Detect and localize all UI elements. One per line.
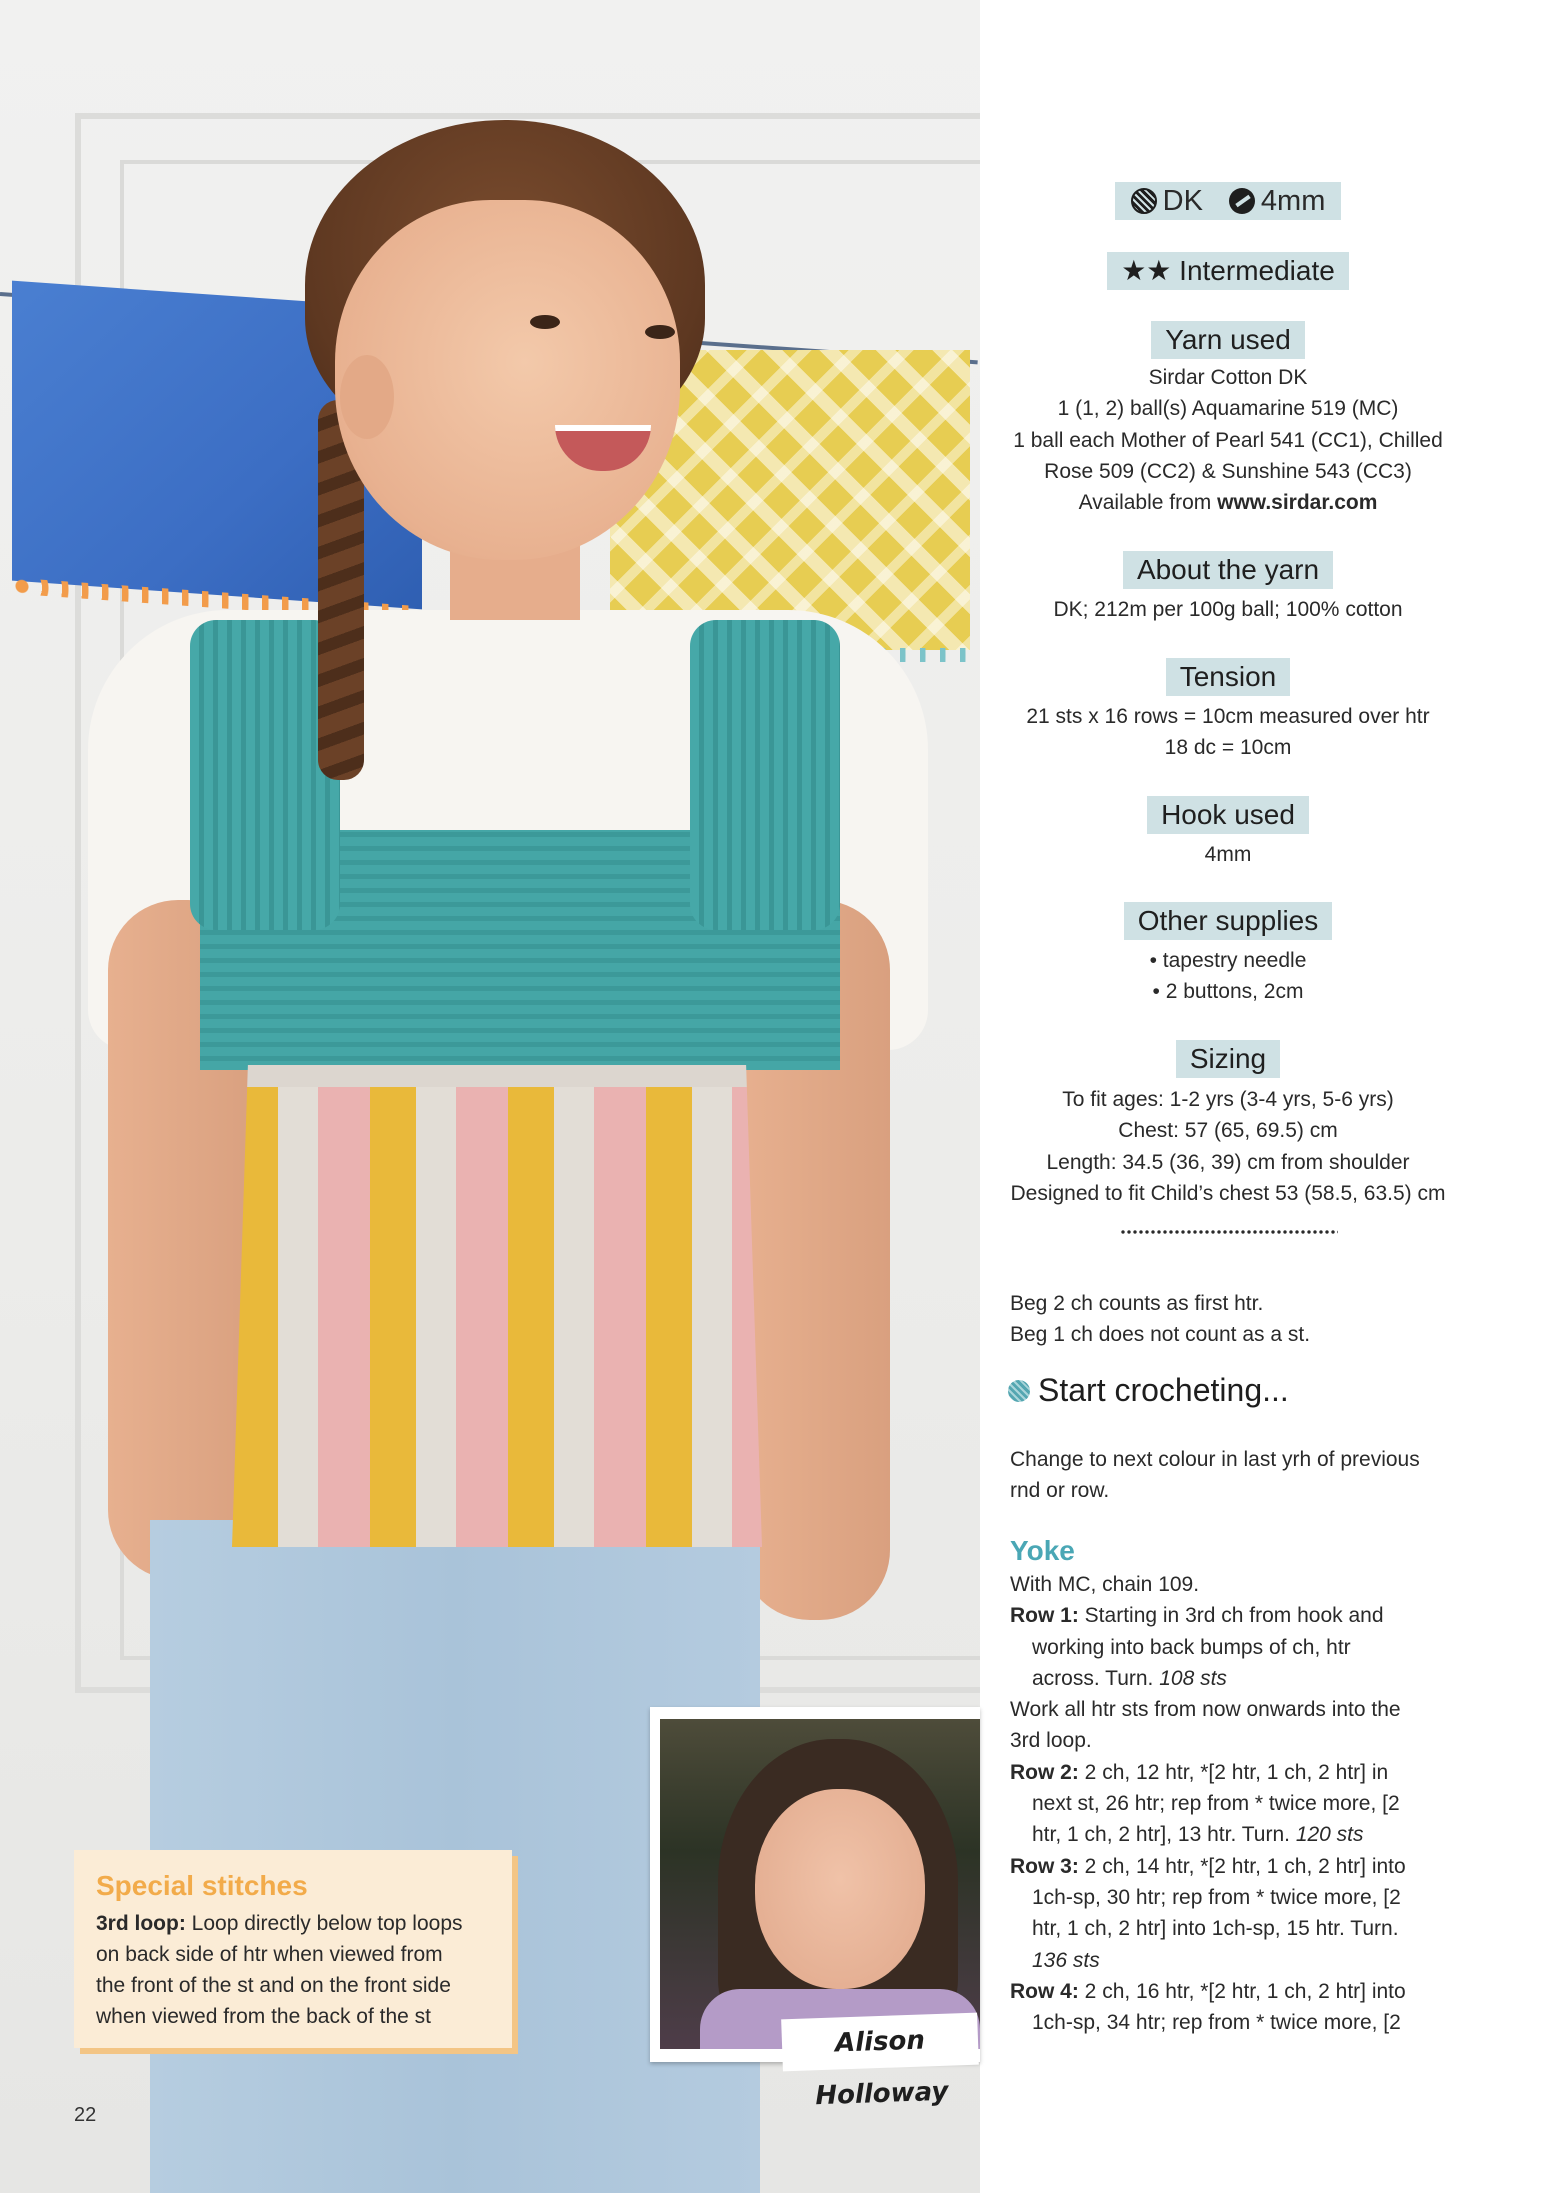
yarn-ball-icon	[1131, 188, 1157, 214]
special-stitches-line: on back side of htr when viewed from	[96, 1943, 443, 1966]
work-note: Work all htr sts from now onwards into the	[1010, 1698, 1401, 1722]
child-eye	[530, 315, 560, 329]
yarn-used-text	[1000, 362, 1456, 518]
row-1-cont: working into back bumps of ch, htr	[1032, 1635, 1351, 1659]
yarn-used-line: Rose 509 (CC2) & Sunshine 543 (CC3)	[1044, 459, 1412, 483]
weight-hook-badge	[1115, 182, 1342, 220]
row-label: Row 1:	[1010, 1604, 1079, 1628]
about-yarn-heading-row	[1000, 551, 1456, 589]
crochet-strap-right	[690, 620, 840, 930]
difficulty-badge-row	[1000, 252, 1456, 290]
row-label: Row 2:	[1010, 1760, 1079, 1784]
row-text: htr, 1 ch, 2 htr], 13 htr. Turn.	[1032, 1823, 1296, 1847]
yarn-used-line: 1 ball each Mother of Pearl 541 (CC1), Chilled	[1013, 428, 1443, 452]
about-yarn-text: DK; 212m per 100g ball; 100% cotton	[1053, 598, 1403, 621]
row-2-cont	[1010, 1819, 1460, 1850]
available-from-label: Available from	[1078, 491, 1218, 515]
sizing-heading-row	[1000, 1040, 1456, 1078]
yarn-used-line: 1 (1, 2) ball(s) Aquamarine 519 (MC)	[1057, 397, 1399, 421]
row-3-cont: 1ch-sp, 30 htr; rep from * twice more, [2	[1032, 1885, 1401, 1909]
crochet-top-stripes	[232, 1065, 762, 1547]
tension-text	[1000, 701, 1456, 764]
change-colour-line: rnd or row.	[1010, 1479, 1110, 1503]
special-stitches-line: the front of the st and on the front side	[96, 1974, 451, 1997]
row-text: across. Turn.	[1032, 1666, 1160, 1690]
change-colour-line: Change to next colour in last yrh of previous	[1010, 1448, 1420, 1471]
tension-heading: Tension	[1166, 658, 1291, 696]
stitch-count: 120 sts	[1295, 1823, 1364, 1847]
yoke-intro: With MC, chain 109.	[1010, 1573, 1200, 1596]
sizing-line: To fit ages: 1-2 yrs (3-4 yrs, 5-6 yrs)	[1062, 1088, 1394, 1111]
special-stitches-line: when viewed from the back of the st	[96, 2005, 432, 2028]
special-stitches-text	[96, 1908, 490, 2032]
special-stitches-title: Special stitches	[96, 1870, 308, 1901]
sizing-line: Chest: 57 (65, 69.5) cm	[1118, 1119, 1338, 1143]
other-supplies-heading: Other supplies	[1124, 902, 1333, 940]
row-3	[1010, 1851, 1460, 1882]
tension-line: 18 dc = 10cm	[1164, 736, 1292, 760]
crochet-hook-icon	[1229, 188, 1255, 214]
row-text: 2 ch, 16 htr, *[2 htr, 1 ch, 2 htr] into	[1078, 1979, 1406, 2003]
row-text: 2 ch, 14 htr, *[2 htr, 1 ch, 2 htr] into	[1078, 1854, 1406, 1878]
difficulty-badge: ★★ Intermediate	[1107, 252, 1349, 290]
other-supplies-list	[1000, 945, 1456, 1008]
special-stitches-term: 3rd loop:	[96, 1912, 186, 1935]
top-neckline	[330, 640, 710, 830]
row-4-cont: 1ch-sp, 34 htr; rep from * twice more, [2	[1032, 2011, 1401, 2035]
row-4	[1010, 1976, 1460, 2007]
row-1	[1010, 1600, 1460, 1631]
other-supplies-heading-row	[1000, 902, 1456, 940]
yoke-heading: Yoke	[1010, 1535, 1075, 1566]
hook-used-heading: Hook used	[1147, 796, 1309, 834]
stitch-count: 108 sts	[1159, 1666, 1227, 1690]
row-1-cont	[1010, 1663, 1460, 1694]
child-eye	[645, 325, 675, 339]
row-label: Row 3:	[1010, 1854, 1079, 1878]
author-caption: Alison Holloway	[781, 2013, 979, 2072]
sizing-line: Designed to fit Child’s chest 53 (58.5, 63.5) cm	[1010, 1181, 1446, 1205]
start-crocheting-heading: Start crocheting...	[1038, 1372, 1289, 1408]
yarn-used-heading: Yarn used	[1151, 321, 1305, 359]
yoke-instructions	[1010, 1569, 1460, 2038]
row-3-cont: htr, 1 ch, 2 htr] into 1ch-sp, 15 htr. Turn.	[1032, 1917, 1399, 1941]
dotted-divider	[1120, 1229, 1338, 1235]
note-line: Beg 2 ch counts as first htr.	[1010, 1292, 1264, 1315]
yarn-ball-icon	[1008, 1380, 1030, 1402]
start-crocheting-heading-row	[1008, 1372, 1289, 1409]
yarn-weight-hook-badges	[1000, 182, 1456, 220]
stitch-count: 136 sts	[1032, 1948, 1100, 1972]
tension-heading-row	[1000, 658, 1456, 696]
author-photo	[660, 1719, 980, 2049]
yarn-weight: DK	[1162, 184, 1203, 217]
special-stitches-box	[74, 1850, 512, 2048]
child-ear	[340, 355, 394, 439]
sizing-line: Length: 34.5 (36, 39) cm from shoulder	[1046, 1150, 1410, 1174]
beginning-chain-notes	[1010, 1288, 1460, 1351]
supply-item: • tapestry needle	[1149, 949, 1307, 972]
yarn-used-line: Sirdar Cotton DK	[1148, 366, 1308, 389]
change-colour-note	[1010, 1444, 1460, 1507]
about-yarn-heading: About the yarn	[1123, 551, 1333, 589]
special-stitches-line: Loop directly below top loops	[185, 1912, 463, 1935]
hook-size: 4mm	[1260, 184, 1326, 217]
row-3-cont	[1010, 1945, 1460, 1976]
row-text: Starting in 3rd ch from hook and	[1078, 1604, 1384, 1628]
row-text: 2 ch, 12 htr, *[2 htr, 1 ch, 2 htr] in	[1078, 1760, 1389, 1784]
work-note: 3rd loop.	[1010, 1729, 1092, 1753]
row-2	[1010, 1757, 1460, 1788]
supplier-website: www.sirdar.com	[1217, 491, 1378, 515]
sizing-heading: Sizing	[1176, 1040, 1280, 1078]
hook-used-heading-row	[1000, 796, 1456, 834]
yarn-used-heading-row	[1000, 321, 1456, 359]
note-line: Beg 1 ch does not count as a st.	[1010, 1323, 1311, 1347]
author-photo-frame	[650, 1707, 980, 2062]
yarn-availability	[1000, 487, 1456, 518]
row-label: Row 4:	[1010, 1979, 1079, 2003]
author-face	[755, 1789, 925, 1989]
row-2-cont: next st, 26 htr; rep from * twice more, [2	[1032, 1792, 1400, 1816]
hook-used-text: 4mm	[1204, 843, 1252, 866]
tension-line: 21 sts x 16 rows = 10cm measured over htr	[1026, 705, 1430, 728]
page-number: 22	[74, 2104, 97, 2126]
supply-item: • 2 buttons, 2cm	[1152, 980, 1304, 1004]
sizing-text	[1000, 1084, 1456, 1209]
